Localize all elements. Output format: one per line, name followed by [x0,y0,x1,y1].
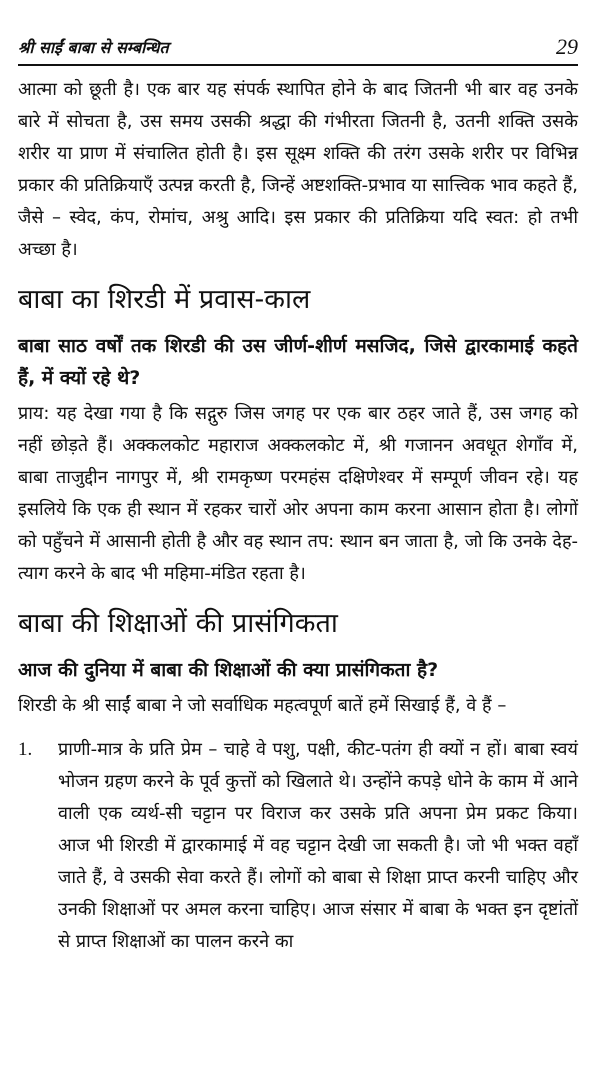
list-item-number: 1. [18,739,33,760]
page-number: 29 [556,34,578,59]
intro-paragraph: आत्मा को छूती है। एक बार यह संपर्क स्थापित होने के बाद जितनी भी बार वह उनके बारे में सोचता है, उस समय उसकी श्रद्धा की गंभीरता जितनी है, उतनी शक्ति उसके शरीर या प्राण में संचालित होती है। इस सूक्ष्म शक्ति की तरंग उसके शरीर पर विभिन्न प्रकार की प्रतिक्रियाएँ उत्पन्न करती है, जिन्हें अष्टशक्ति-प्रभाव या सात्त्विक भाव कहते हैं, जैसे – स्वेद, कंप, रोमांच, अश्रु आदि। इस प्रकार की प्रतिक्रिया यदि स्वत: हो तभी अच्छा है। [18,79,578,260]
answer-mosque: प्राय: यह देखा गया है कि सद्गुरु जिस जगह पर एक बार ठहर जाते हैं, उस जगह को नहीं छोड़ते हैं। अक्कलकोट महाराज अक्कलकोट में, श्री गजानन अवधूत शेगाँव में, बाबा ताजुद्दीन नागपुर में, श्री रामकृष्ण परमहंस दक्षिणेश्वर में सम्पूर्ण जीवन रहे। यह इसलिये कि एक ही स्थान में रहकर चारों ओर अपना काम करना आसान होता है। लोगों को पहुँचने में आसानी होती है और वह स्थान तप: स्थान बन जाता है, जो कि उनके देह-त्याग करने के बाद भी महिमा-मंडित रहता है। [18,403,578,584]
teachings-list [18,734,578,958]
section-heading-relevance: बाबा की शिक्षाओं की प्रासंगिकता [18,608,338,639]
relevance-intro: शिरडी के श्री साईं बाबा ने जो सर्वाधिक महत्वपूर्ण बातें हमें सिखाई हैं, वे हैं – [18,695,507,716]
section-heading-shirdi-stay: बाबा का शिरडी में प्रवास-काल [18,284,311,315]
list-item-text: प्राणी-मात्र के प्रति प्रेम – चाहे वे पशु, पक्षी, कीट-पतंग ही क्यों न हों। बाबा स्वयं भोजन ग्रहण करने के पूर्व कुत्तों को खिलाते थे। उन्होंने कपड़े धोने के काम में आने वाली एक व्यर्थ-सी चट्टान पर विराज कर उसके प्रति अपना प्रेम प्रकट किया। आज भी शिरडी में द्वारकामाई में वह चट्टान देखी जा सकती है। जो भी भक्त वहाँ जाते हैं, वे उसकी सेवा करते हैं। लोगों को बाबा से शिक्षा प्राप्त करनी चाहिए और उनकी शिक्षाओं पर अमल करना चाहिए। आज संसार में बाबा के भक्त इन दृष्टांतों से प्राप्त शिक्षाओं का पालन करने का [58,739,578,952]
question-relevance: आज की दुनिया में बाबा की शिक्षाओं की क्या प्रासंगिकता है? [18,659,439,681]
list-item [18,734,578,958]
question-mosque: बाबा साठ वर्षों तक शिरडी की उस जीर्ण-शीर्ण मसजिद, जिसे द्वारकामाई कहते हैं, में क्यों रहे थे? [18,335,578,389]
running-title: श्री साईं बाबा से सम्बन्धित [18,38,169,57]
page-header [18,0,578,66]
